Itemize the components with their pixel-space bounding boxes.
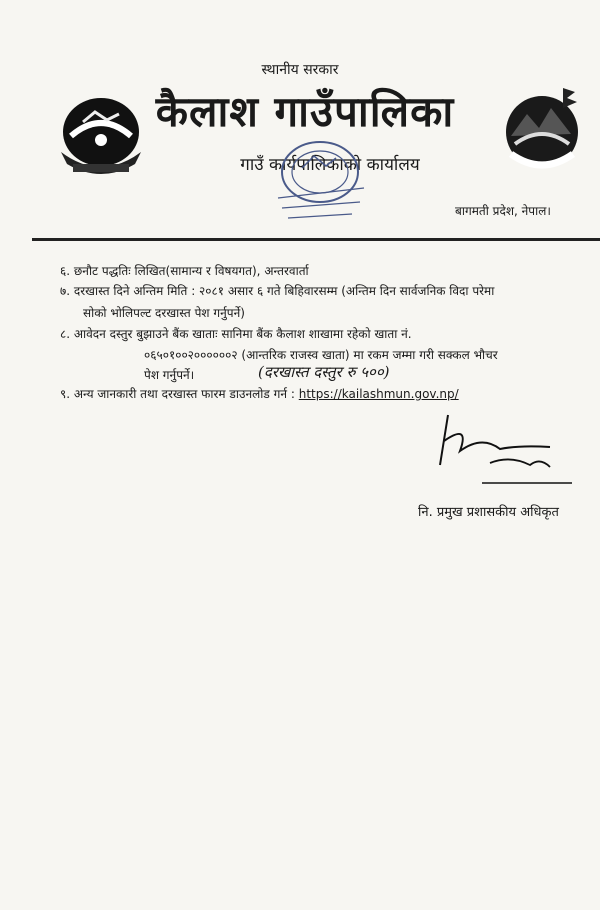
list-item-continuation: पेश गर्नुपर्ने। <box>144 368 195 382</box>
list-item <box>60 385 459 402</box>
list-item: ७. दरखास्त दिने अन्तिम मिति : २०८१ असार ६ गते बिहिवारसम्म (अन्तिम दिन सार्वजनिक विदा परेमा <box>60 284 495 298</box>
handwritten-note: (दरखास्त दस्तुर रु ५००) <box>258 363 390 381</box>
list-item-label: ९. अन्य जानकारी तथा दरखास्त फारम डाउनलोड गर्न : <box>60 387 295 401</box>
header-divider <box>32 238 600 241</box>
office-name: गाउँ कार्यपालिकाको कार्यालय <box>240 155 420 175</box>
kailash-municipality-logo-icon <box>497 84 587 174</box>
signatory-title: नि. प्रमुख प्रशासकीय अधिकृत <box>418 505 559 520</box>
website-link[interactable]: https://kailashmun.gov.np/ <box>298 387 459 401</box>
list-item: ८. आवेदन दस्तुर बुझाउने बैंक खाताः सानिमा बैंक कैलाश शाखामा रहेको खाता नं. <box>60 327 412 341</box>
office-stamp-icon <box>268 132 378 232</box>
list-item-continuation: ०६५०१००२००००००२ (आन्तरिक राजस्व खाता) मा रकम जम्मा गरी सक्कल भौचर <box>144 348 498 362</box>
signature-mark <box>430 405 580 500</box>
list-item-continuation: सोको भोलिपल्ट दरखास्त पेश गर्नुपर्ने) <box>83 306 245 320</box>
subtitle: स्थानीय सरकार <box>261 62 339 78</box>
nepal-emblem-icon <box>55 92 147 180</box>
list-item: ६. छनौट पद्धतिः लिखित(सामान्य र विषयगत), अन्तरवार्ता <box>60 264 309 278</box>
address: बागमती प्रदेश, नेपाल। <box>455 204 551 218</box>
page-title: कैलाश गाउँपालिका <box>155 87 455 136</box>
